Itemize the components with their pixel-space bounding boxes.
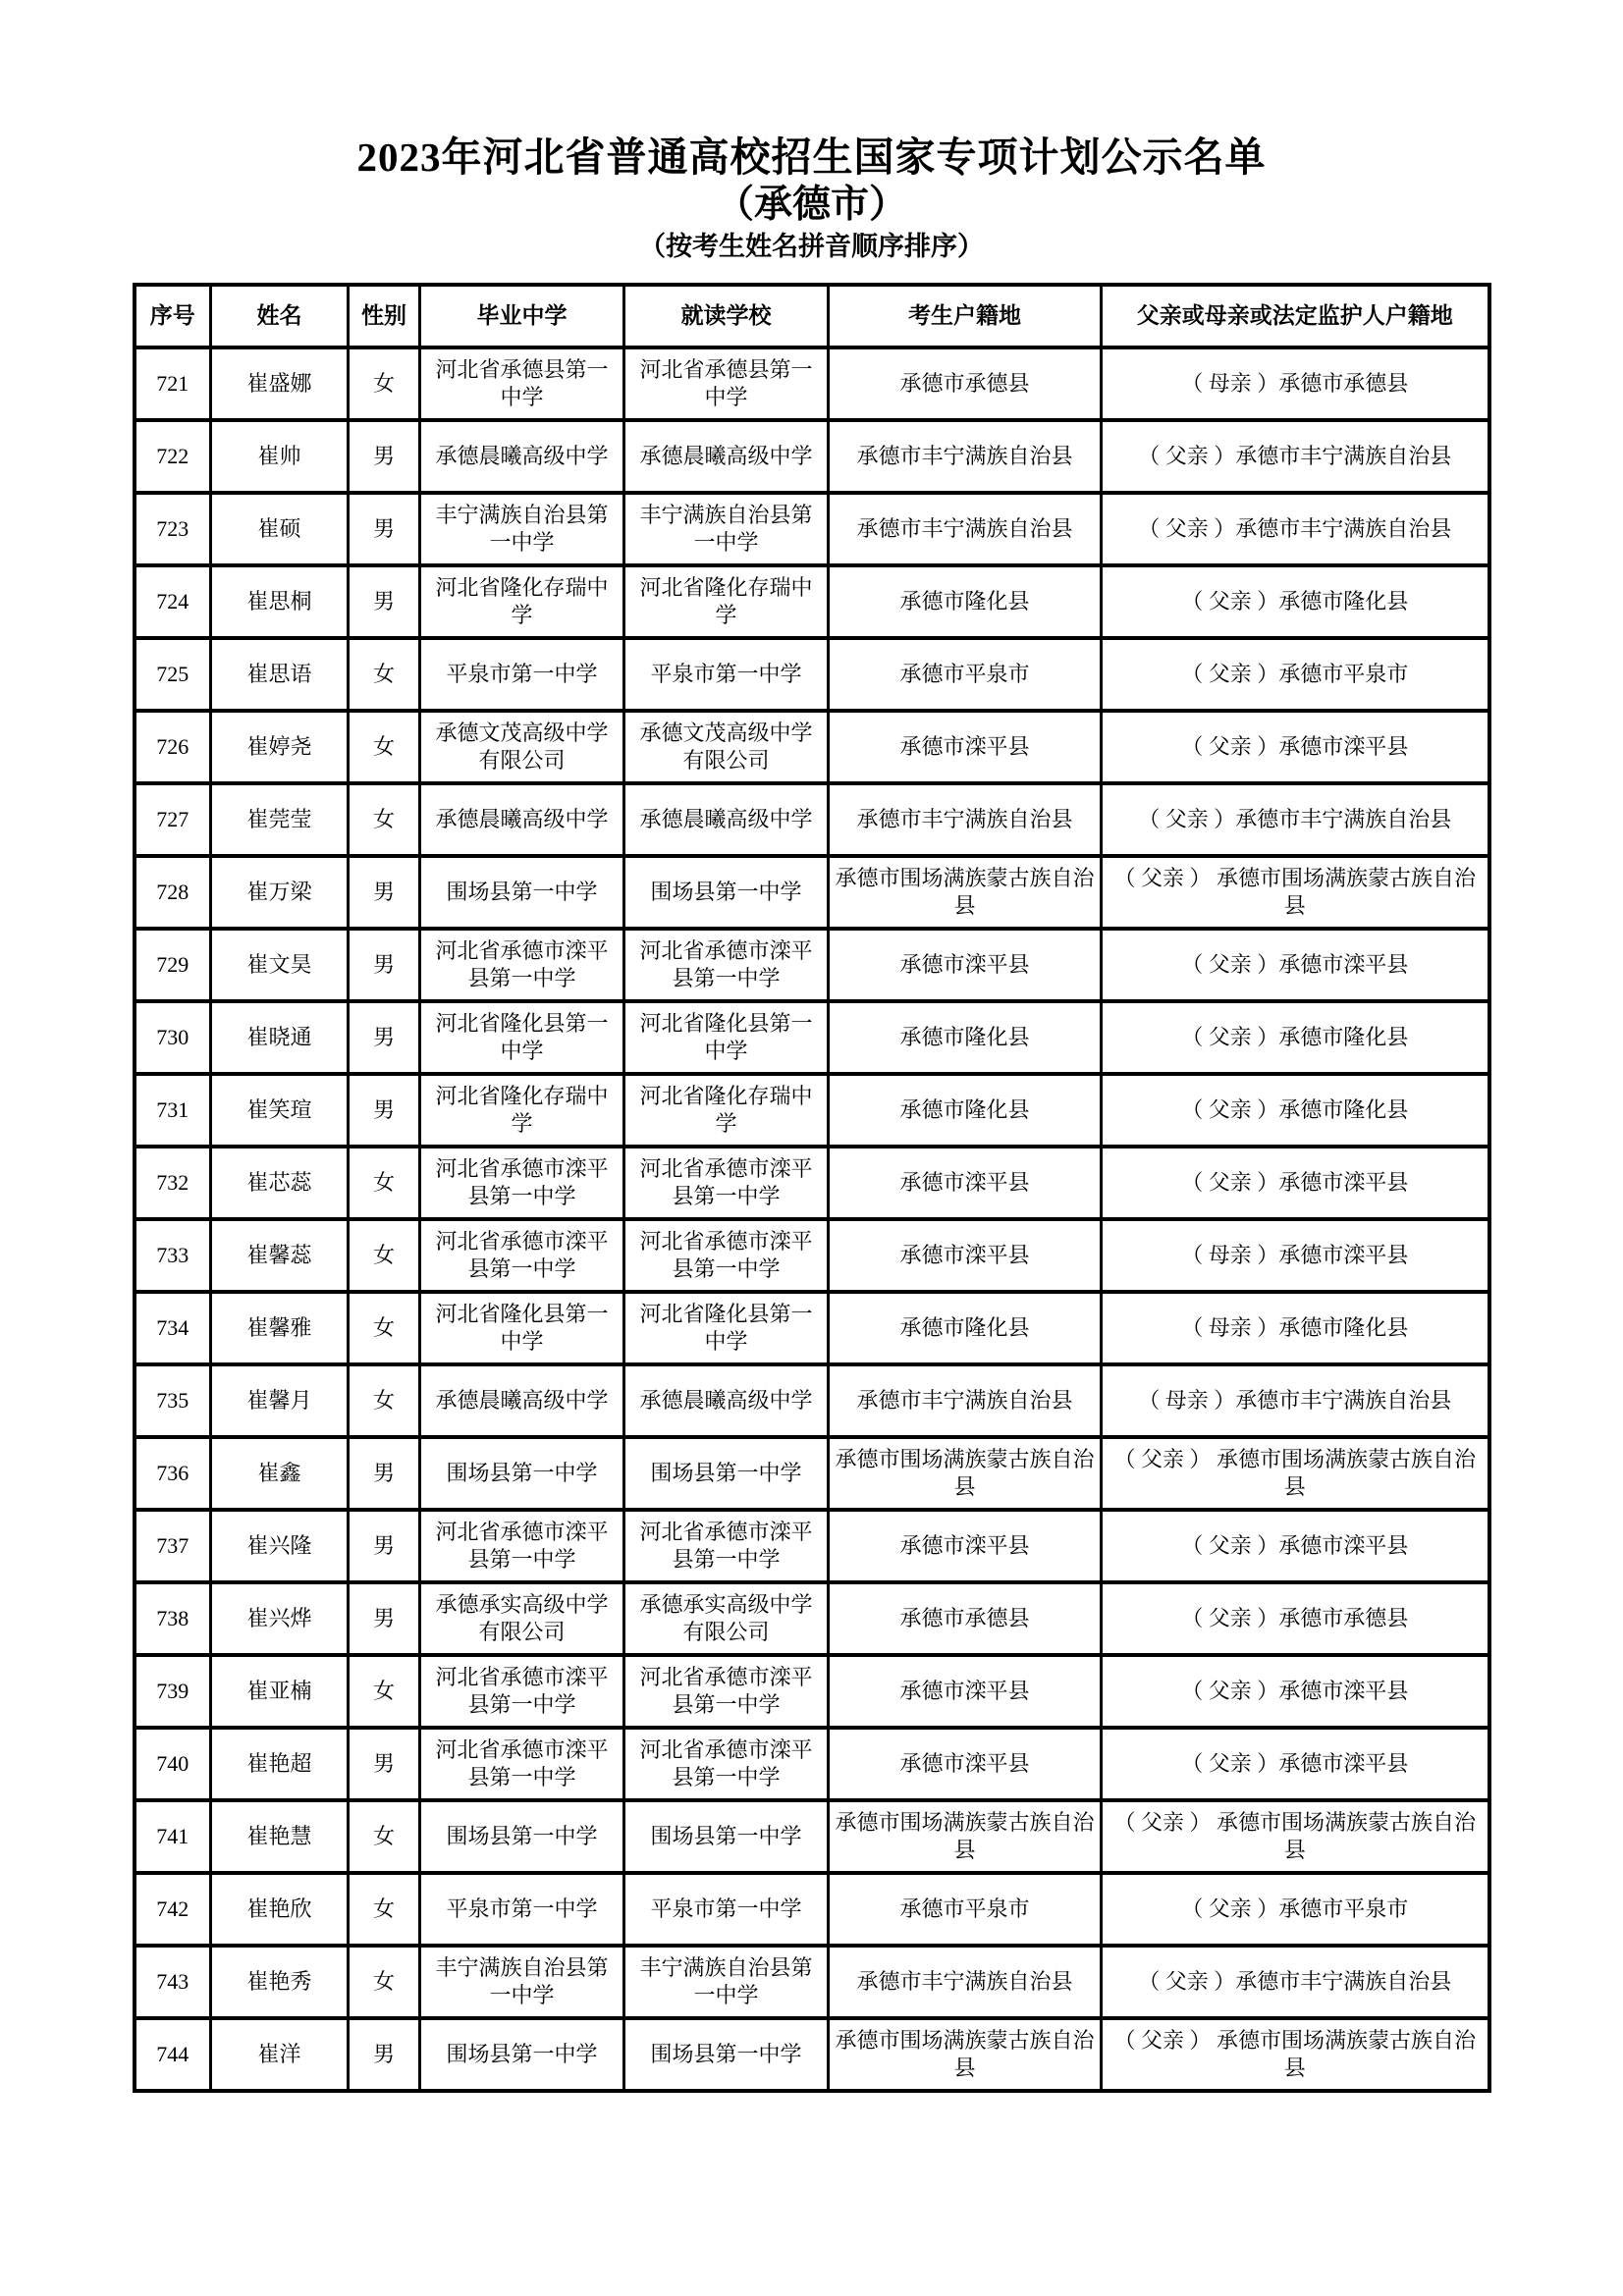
cell-guardian-residence: （ 母亲 ）承德市隆化县: [1102, 1292, 1489, 1364]
cell-graduation-school: 河北省承德市滦平县第一中学: [420, 1655, 624, 1728]
cell-graduation-school: 河北省隆化县第一中学: [420, 1292, 624, 1364]
cell-registered-residence: 承德市滦平县: [829, 1728, 1102, 1800]
cell-gender: 男: [349, 1728, 420, 1800]
cell-attending-school: 围场县第一中学: [624, 1437, 829, 1510]
cell-seq: 721: [135, 347, 211, 420]
cell-seq: 731: [135, 1074, 211, 1147]
cell-seq: 742: [135, 1873, 211, 1946]
table-row: [135, 1946, 1489, 2018]
cell-seq: 741: [135, 1800, 211, 1873]
cell-attending-school: 平泉市第一中学: [624, 638, 829, 711]
cell-attending-school: 河北省承德市滦平县第一中学: [624, 929, 829, 1001]
table-row: [135, 1873, 1489, 1946]
cell-guardian-residence: （ 母亲 ）承德市丰宁满族自治县: [1102, 1364, 1489, 1437]
cell-attending-school: 河北省隆化存瑞中学: [624, 1074, 829, 1147]
cell-graduation-school: 河北省隆化存瑞中学: [420, 565, 624, 638]
cell-seq: 736: [135, 1437, 211, 1510]
cell-graduation-school: 平泉市第一中学: [420, 1873, 624, 1946]
table-row: [135, 1292, 1489, 1364]
cell-graduation-school: 河北省承德市滦平县第一中学: [420, 1510, 624, 1582]
cell-seq: 729: [135, 929, 211, 1001]
cell-attending-school: 河北省承德市滦平县第一中学: [624, 1219, 829, 1292]
cell-attending-school: 丰宁满族自治县第一中学: [624, 1946, 829, 2018]
cell-gender: 男: [349, 1437, 420, 1510]
cell-guardian-residence: （ 父亲 ） 承德市围场满族蒙古族自治县: [1102, 1437, 1489, 1510]
cell-name: 崔盛娜: [211, 347, 349, 420]
cell-gender: 女: [349, 347, 420, 420]
table-row: [135, 1655, 1489, 1728]
cell-registered-residence: 承德市丰宁满族自治县: [829, 493, 1102, 565]
cell-attending-school: 河北省隆化县第一中学: [624, 1292, 829, 1364]
cell-seq: 727: [135, 783, 211, 856]
table-row: [135, 1728, 1489, 1800]
column-header-seq: 序号: [135, 285, 211, 347]
cell-attending-school: 承德文茂高级中学有限公司: [624, 711, 829, 783]
column-header-gender: 性别: [349, 285, 420, 347]
cell-name: 崔硕: [211, 493, 349, 565]
cell-attending-school: 承德承实高级中学有限公司: [624, 1582, 829, 1655]
cell-guardian-residence: （ 父亲 ）承德市滦平县: [1102, 929, 1489, 1001]
cell-guardian-residence: （ 父亲 ）承德市丰宁满族自治县: [1102, 420, 1489, 493]
cell-attending-school: 河北省承德县第一中学: [624, 347, 829, 420]
cell-graduation-school: 丰宁满族自治县第一中学: [420, 493, 624, 565]
cell-graduation-school: 河北省隆化县第一中学: [420, 1001, 624, 1074]
cell-graduation-school: 丰宁满族自治县第一中学: [420, 1946, 624, 2018]
cell-name: 崔洋: [211, 2018, 349, 2091]
table-row: [135, 1074, 1489, 1147]
cell-name: 崔芯蕊: [211, 1147, 349, 1219]
cell-seq: 723: [135, 493, 211, 565]
cell-seq: 730: [135, 1001, 211, 1074]
table-row: [135, 711, 1489, 783]
cell-gender: 男: [349, 856, 420, 929]
cell-name: 崔帅: [211, 420, 349, 493]
table-row: [135, 638, 1489, 711]
cell-graduation-school: 承德晨曦高级中学: [420, 783, 624, 856]
cell-registered-residence: 承德市承德县: [829, 1582, 1102, 1655]
cell-gender: 女: [349, 638, 420, 711]
cell-gender: 女: [349, 783, 420, 856]
cell-registered-residence: 承德市围场满族蒙古族自治县: [829, 1800, 1102, 1873]
cell-gender: 女: [349, 1147, 420, 1219]
table-row: [135, 2018, 1489, 2091]
cell-gender: 女: [349, 1873, 420, 1946]
cell-gender: 男: [349, 1001, 420, 1074]
table-row: [135, 347, 1489, 420]
cell-graduation-school: 承德晨曦高级中学: [420, 420, 624, 493]
cell-name: 崔艳秀: [211, 1946, 349, 2018]
cell-registered-residence: 承德市滦平县: [829, 711, 1102, 783]
cell-seq: 738: [135, 1582, 211, 1655]
table-row: [135, 565, 1489, 638]
cell-attending-school: 围场县第一中学: [624, 856, 829, 929]
cell-guardian-residence: （ 母亲 ）承德市承德县: [1102, 347, 1489, 420]
cell-graduation-school: 河北省承德市滦平县第一中学: [420, 929, 624, 1001]
table-row: [135, 856, 1489, 929]
cell-seq: 743: [135, 1946, 211, 2018]
cell-registered-residence: 承德市丰宁满族自治县: [829, 783, 1102, 856]
cell-attending-school: 河北省承德市滦平县第一中学: [624, 1728, 829, 1800]
cell-registered-residence: 承德市隆化县: [829, 1292, 1102, 1364]
cell-graduation-school: 河北省承德市滦平县第一中学: [420, 1147, 624, 1219]
cell-registered-residence: 承德市滦平县: [829, 1219, 1102, 1292]
cell-seq: 726: [135, 711, 211, 783]
cell-name: 崔晓通: [211, 1001, 349, 1074]
cell-registered-residence: 承德市隆化县: [829, 1074, 1102, 1147]
cell-guardian-residence: （ 父亲 ） 承德市围场满族蒙古族自治县: [1102, 1800, 1489, 1873]
cell-seq: 732: [135, 1147, 211, 1219]
cell-attending-school: 河北省承德市滦平县第一中学: [624, 1510, 829, 1582]
cell-seq: 724: [135, 565, 211, 638]
cell-registered-residence: 承德市滦平县: [829, 929, 1102, 1001]
cell-name: 崔思语: [211, 638, 349, 711]
cell-registered-residence: 承德市丰宁满族自治县: [829, 420, 1102, 493]
table-row: [135, 1001, 1489, 1074]
cell-attending-school: 平泉市第一中学: [624, 1873, 829, 1946]
cell-attending-school: 承德晨曦高级中学: [624, 420, 829, 493]
cell-seq: 733: [135, 1219, 211, 1292]
table-row: [135, 493, 1489, 565]
cell-seq: 734: [135, 1292, 211, 1364]
cell-guardian-residence: （ 父亲 ）承德市滦平县: [1102, 1655, 1489, 1728]
cell-name: 崔文昊: [211, 929, 349, 1001]
cell-registered-residence: 承德市丰宁满族自治县: [829, 1364, 1102, 1437]
table-row: [135, 783, 1489, 856]
cell-registered-residence: 承德市围场满族蒙古族自治县: [829, 2018, 1102, 2091]
cell-seq: 740: [135, 1728, 211, 1800]
cell-gender: 女: [349, 1364, 420, 1437]
cell-guardian-residence: （ 父亲 ）承德市丰宁满族自治县: [1102, 493, 1489, 565]
cell-attending-school: 河北省隆化存瑞中学: [624, 565, 829, 638]
cell-guardian-residence: （ 父亲 ）承德市滦平县: [1102, 1728, 1489, 1800]
column-header-guardian-residence: 父亲或母亲或法定监护人户籍地: [1102, 285, 1489, 347]
cell-name: 崔兴隆: [211, 1510, 349, 1582]
cell-gender: 男: [349, 565, 420, 638]
cell-gender: 女: [349, 1292, 420, 1364]
cell-seq: 725: [135, 638, 211, 711]
cell-attending-school: 承德晨曦高级中学: [624, 783, 829, 856]
cell-graduation-school: 河北省承德县第一中学: [420, 347, 624, 420]
cell-guardian-residence: （ 母亲 ）承德市滦平县: [1102, 1219, 1489, 1292]
table-header-row: [135, 285, 1489, 347]
cell-name: 崔馨雅: [211, 1292, 349, 1364]
cell-attending-school: 丰宁满族自治县第一中学: [624, 493, 829, 565]
cell-registered-residence: 承德市平泉市: [829, 1873, 1102, 1946]
cell-seq: 744: [135, 2018, 211, 2091]
page-title: 2023年河北省普通高校招生国家专项计划公示名单: [356, 134, 1267, 180]
sort-order-note: （按考生姓名拼音顺序排序）: [639, 232, 984, 261]
cell-graduation-school: 围场县第一中学: [420, 1437, 624, 1510]
cell-attending-school: 承德晨曦高级中学: [624, 1364, 829, 1437]
cell-registered-residence: 承德市隆化县: [829, 1001, 1102, 1074]
cell-guardian-residence: （ 父亲 ）承德市隆化县: [1102, 1001, 1489, 1074]
cell-guardian-residence: （ 父亲 ）承德市平泉市: [1102, 1873, 1489, 1946]
cell-seq: 728: [135, 856, 211, 929]
cell-registered-residence: 承德市围场满族蒙古族自治县: [829, 1437, 1102, 1510]
cell-registered-residence: 承德市承德县: [829, 347, 1102, 420]
cell-name: 崔艳慧: [211, 1800, 349, 1873]
cell-name: 崔兴烨: [211, 1582, 349, 1655]
cell-name: 崔亚楠: [211, 1655, 349, 1728]
table-row: [135, 420, 1489, 493]
column-header-name: 姓名: [211, 285, 349, 347]
cell-attending-school: 围场县第一中学: [624, 1800, 829, 1873]
cell-attending-school: 河北省承德市滦平县第一中学: [624, 1655, 829, 1728]
cell-guardian-residence: （ 父亲 ）承德市滦平县: [1102, 1510, 1489, 1582]
cell-registered-residence: 承德市滦平县: [829, 1147, 1102, 1219]
table-row: [135, 1364, 1489, 1437]
cell-gender: 男: [349, 1582, 420, 1655]
cell-registered-residence: 承德市丰宁满族自治县: [829, 1946, 1102, 2018]
table-row: [135, 1510, 1489, 1582]
cell-attending-school: 围场县第一中学: [624, 2018, 829, 2091]
page-subtitle-city: （承德市）: [715, 184, 907, 226]
column-header-registered-residence: 考生户籍地: [829, 285, 1102, 347]
cell-seq: 735: [135, 1364, 211, 1437]
column-header-attending-school: 就读学校: [624, 285, 829, 347]
cell-gender: 女: [349, 711, 420, 783]
cell-seq: 722: [135, 420, 211, 493]
cell-guardian-residence: （ 父亲 ） 承德市围场满族蒙古族自治县: [1102, 2018, 1489, 2091]
cell-seq: 737: [135, 1510, 211, 1582]
cell-gender: 女: [349, 1655, 420, 1728]
cell-gender: 女: [349, 1800, 420, 1873]
table-row: [135, 1147, 1489, 1219]
cell-name: 崔万梁: [211, 856, 349, 929]
cell-registered-residence: 承德市平泉市: [829, 638, 1102, 711]
cell-name: 崔馨月: [211, 1364, 349, 1437]
cell-gender: 男: [349, 1510, 420, 1582]
cell-attending-school: 河北省隆化县第一中学: [624, 1001, 829, 1074]
cell-guardian-residence: （ 父亲 ）承德市隆化县: [1102, 565, 1489, 638]
cell-guardian-residence: （ 父亲 ） 承德市围场满族蒙古族自治县: [1102, 856, 1489, 929]
cell-attending-school: 河北省承德市滦平县第一中学: [624, 1147, 829, 1219]
table-body: [135, 347, 1489, 2091]
cell-registered-residence: 承德市滦平县: [829, 1510, 1102, 1582]
cell-graduation-school: 围场县第一中学: [420, 856, 624, 929]
cell-name: 崔馨蕊: [211, 1219, 349, 1292]
cell-name: 崔鑫: [211, 1437, 349, 1510]
cell-guardian-residence: （ 父亲 ）承德市滦平县: [1102, 1147, 1489, 1219]
cell-graduation-school: 承德晨曦高级中学: [420, 1364, 624, 1437]
cell-gender: 女: [349, 1219, 420, 1292]
table-row: [135, 1800, 1489, 1873]
cell-guardian-residence: （ 父亲 ）承德市丰宁满族自治县: [1102, 1946, 1489, 2018]
cell-registered-residence: 承德市滦平县: [829, 1655, 1102, 1728]
cell-guardian-residence: （ 父亲 ）承德市丰宁满族自治县: [1102, 783, 1489, 856]
cell-graduation-school: 河北省隆化存瑞中学: [420, 1074, 624, 1147]
students-roster-table: [133, 283, 1491, 2093]
table-row: [135, 1437, 1489, 1510]
cell-graduation-school: 围场县第一中学: [420, 1800, 624, 1873]
column-header-graduation-school: 毕业中学: [420, 285, 624, 347]
cell-graduation-school: 平泉市第一中学: [420, 638, 624, 711]
cell-graduation-school: 河北省承德市滦平县第一中学: [420, 1219, 624, 1292]
cell-registered-residence: 承德市围场满族蒙古族自治县: [829, 856, 1102, 929]
cell-graduation-school: 河北省承德市滦平县第一中学: [420, 1728, 624, 1800]
table-row: [135, 1582, 1489, 1655]
cell-graduation-school: 承德文茂高级中学有限公司: [420, 711, 624, 783]
cell-name: 崔思桐: [211, 565, 349, 638]
cell-guardian-residence: （ 父亲 ）承德市隆化县: [1102, 1074, 1489, 1147]
cell-gender: 男: [349, 420, 420, 493]
cell-name: 崔笑瑄: [211, 1074, 349, 1147]
cell-name: 崔婷尧: [211, 711, 349, 783]
cell-seq: 739: [135, 1655, 211, 1728]
cell-name: 崔莞莹: [211, 783, 349, 856]
cell-guardian-residence: （ 父亲 ）承德市滦平县: [1102, 711, 1489, 783]
table-row: [135, 929, 1489, 1001]
cell-registered-residence: 承德市隆化县: [829, 565, 1102, 638]
cell-gender: 男: [349, 493, 420, 565]
cell-name: 崔艳欣: [211, 1873, 349, 1946]
cell-gender: 女: [349, 1946, 420, 2018]
document-header: [0, 0, 1623, 263]
cell-gender: 男: [349, 1074, 420, 1147]
cell-gender: 男: [349, 2018, 420, 2091]
cell-name: 崔艳超: [211, 1728, 349, 1800]
cell-graduation-school: 承德承实高级中学有限公司: [420, 1582, 624, 1655]
cell-gender: 男: [349, 929, 420, 1001]
cell-guardian-residence: （ 父亲 ）承德市平泉市: [1102, 638, 1489, 711]
cell-guardian-residence: （ 父亲 ）承德市承德县: [1102, 1582, 1489, 1655]
cell-graduation-school: 围场县第一中学: [420, 2018, 624, 2091]
table-row: [135, 1219, 1489, 1292]
